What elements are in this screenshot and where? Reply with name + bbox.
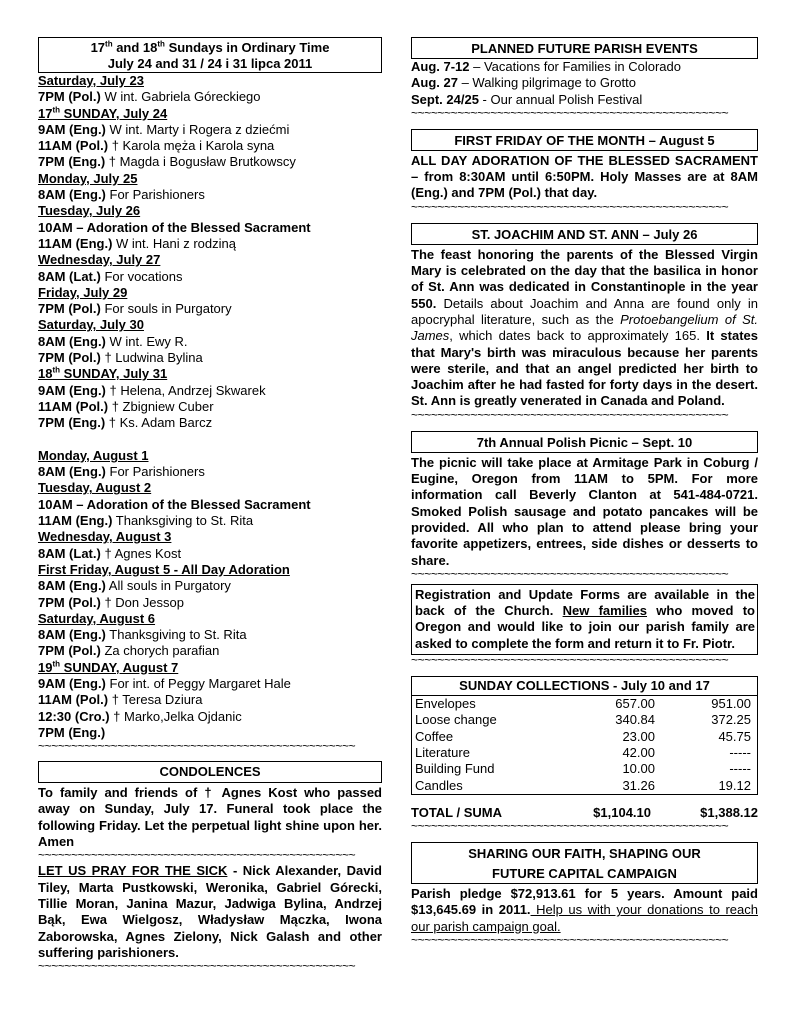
- schedule-day: Monday, July 25: [38, 170, 138, 186]
- event-item: Sept. 24/25 - Our annual Polish Festival: [411, 91, 643, 107]
- schedule-sunday: 18th SUNDAY, July 31: [38, 366, 168, 382]
- schedule-adoration: 10AM – Adoration of the Blessed Sacrament: [38, 496, 311, 512]
- collection-row: Literature 42.00 -----: [415, 744, 751, 760]
- campaign-text: Parish pledge $72,913.61 for 5 years. Amount paid $13,645.69 in 2011. Help us with your donations to reach our parish campaign goal.: [411, 886, 758, 934]
- divider: ~~~~~~~~~~~~~~~~~~~~~~~~~~~~~~~~~~~~~~~~~~~~~~~~: [411, 568, 729, 580]
- collections-table: [412, 696, 757, 794]
- schedule-mass: 11AM (Eng.) W int. Hani z rodziną: [38, 235, 236, 251]
- schedule-day: Saturday, July 23: [38, 73, 144, 88]
- schedule-sunday: 17th SUNDAY, July 24: [38, 105, 168, 121]
- events-list: [411, 59, 758, 108]
- divider: ~~~~~~~~~~~~~~~~~~~~~~~~~~~~~~~~~~~~~~~~~~~~~~~~: [38, 850, 356, 862]
- pray-text: - Nick Alexander, David Tiley, Marta Pustkowski, Weronika, Gabriel Górecki, Tillie Moran, Janina Mazur, Jadwiga Bylina, Andrzej Bąk, Ewa Wielgosz, Władysław Mączka, Iwona Zaborowska, Agnes Zielony, Nick Galash and other suffering parishioners.: [38, 863, 382, 960]
- collection-row: Building Fund 10.00 -----: [415, 761, 751, 777]
- schedule-mass: 9AM (Eng.) † Helena, Andrzej Skwarek: [38, 382, 266, 398]
- divider: ~~~~~~~~~~~~~~~~~~~~~~~~~~~~~~~~~~~~~~~~~~~~~~~~: [411, 821, 729, 833]
- pray-for-sick: [38, 863, 382, 961]
- event-item: Aug. 7-12 – Vacations for Families in Colorado: [411, 59, 681, 74]
- picnic-text: The picnic will take place at Armitage Park in Coburg / Eugine, Oregon from 11AM to 5PM. For more information call Beverly Clanton at 541-484-0721. Smoked Polish sausage and potato pancakes will be provided. All who plan to attend please bring your favorite appetizers, entrees, side dishes or desserts to share.: [411, 454, 758, 568]
- schedule-mass: 11AM (Pol.) † Teresa Dziura: [38, 692, 203, 708]
- schedule-mass: 7PM (Eng.) † Magda i Bogusław Brutkowscy: [38, 154, 296, 170]
- collections-header: SUNDAY COLLECTIONS - July 10 and 17: [412, 677, 757, 696]
- schedule-mass: 8AM (Eng.) All souls in Purgatory: [38, 578, 231, 594]
- divider: ~~~~~~~~~~~~~~~~~~~~~~~~~~~~~~~~~~~~~~~~~~~~~~~~: [411, 655, 729, 667]
- divider: ~~~~~~~~~~~~~~~~~~~~~~~~~~~~~~~~~~~~~~~~~~~~~~~~: [411, 934, 729, 946]
- event-item: Aug. 27 – Walking pilgrimage to Grotto: [411, 75, 636, 91]
- collections-total: TOTAL / SUMA $1,104.10 $1,388.12: [411, 804, 758, 820]
- condolences-text: To family and friends of † Agnes Kost who passed away on Sunday, July 17. Funeral took place the following Friday. Let the perpetual light shine upon her. Amen: [38, 785, 382, 850]
- first-friday-header: FIRST FRIDAY OF THE MONTH – August 5: [411, 129, 758, 151]
- schedule-mass: 7PM (Eng.) † Ks. Adam Barcz: [38, 415, 213, 431]
- schedule-mass: 12:30 (Cro.) † Marko,Jelka Ojdanic: [38, 708, 242, 724]
- schedule-mass: 9AM (Eng.) For int. of Peggy Margaret Hale: [38, 675, 291, 691]
- schedule-mass: 7PM (Pol.) † Ludwina Bylina: [38, 350, 203, 366]
- picnic-header: 7th Annual Polish Picnic – Sept. 10: [411, 431, 758, 453]
- schedule-mass: 7PM (Pol.) † Don Jessop: [38, 594, 184, 610]
- divider: ~~~~~~~~~~~~~~~~~~~~~~~~~~~~~~~~~~~~~~~~~~~~~~~~: [411, 201, 729, 213]
- schedule-mass: 7PM (Pol.) W int. Gabriela Góreckiego: [38, 89, 261, 105]
- schedule-header-line2: July 24 and 31 / 24 i 31 lipca 2011: [107, 56, 313, 71]
- divider: ~~~~~~~~~~~~~~~~~~~~~~~~~~~~~~~~~~~~~~~~~~~~~~~~: [411, 409, 729, 421]
- schedule-mass: 7PM (Pol.) For souls in Purgatory: [38, 301, 232, 317]
- collection-row: Coffee 23.00 45.75: [415, 728, 751, 744]
- first-friday-text: ALL DAY ADORATION OF THE BLESSED SACRAMENT – from 8:30AM until 6:50PM. Holy Masses are at 8AM (Eng.) and 7PM (Pol.) that day.: [411, 152, 758, 201]
- events-header: PLANNED FUTURE PARISH EVENTS: [411, 37, 758, 59]
- mass-schedule: [38, 73, 382, 741]
- campaign-link[interactable]: Help us with your donations to reach our parish campaign goal.: [411, 902, 758, 934]
- schedule-day: Tuesday, August 2: [38, 480, 152, 496]
- collections-box: [411, 676, 758, 795]
- divider: ~~~~~~~~~~~~~~~~~~~~~~~~~~~~~~~~~~~~~~~~~~~~~~~~: [38, 741, 356, 753]
- schedule-header: [38, 37, 382, 73]
- joachim-text: The feast honoring the parents of the Blessed Virgin Mary is celebrated on the day that the basilica in honor of St. Ann was dedicated in Constantinople in the year 550. Details about Joachim and Anna are found only in apocryphal literature, such as the Protoebangelium of St. James, which dates back to approximately 165. It states that Mary's birth was miraculous because her parents were sterile, and that an angel predicted her birth to Joachim after he had fasted for forty days in the desert. St. Ann is greatly venerated in Canada and Poland.: [411, 246, 758, 409]
- schedule-day: Monday, August 1: [38, 447, 149, 463]
- pray-label: LET US PRAY FOR THE SICK: [38, 863, 228, 879]
- schedule-day: First Friday, August 5 - All Day Adoration: [38, 561, 290, 577]
- schedule-mass: 7PM (Eng.): [38, 724, 106, 740]
- schedule-header-line1: 17th and 18th Sundays in Ordinary Time: [90, 39, 330, 55]
- schedule-mass: 7PM (Pol.) Za chorych parafian: [38, 643, 220, 659]
- schedule-mass: 11AM (Pol.) † Zbigniew Cuber: [38, 398, 214, 414]
- joachim-header: ST. JOACHIM AND ST. ANN – July 26: [411, 223, 758, 245]
- schedule-mass: 8AM (Lat.) † Agnes Kost: [38, 545, 182, 561]
- schedule-day: Tuesday, July 26: [38, 203, 141, 219]
- schedule-day: Friday, July 29: [38, 284, 128, 300]
- registration-box: Registration and Update Forms are available in the back of the Church. New families who moved to Oregon and would like to join our parish family are asked to complete the form and return it to Fr. Piotr.: [411, 584, 758, 655]
- collection-row: Envelopes 657.00 951.00: [415, 696, 751, 712]
- schedule-day: Wednesday, August 3: [38, 529, 172, 545]
- schedule-mass: 8AM (Eng.) Thanksgiving to St. Rita: [38, 627, 247, 643]
- schedule-mass: 8AM (Lat.) For vocations: [38, 268, 183, 284]
- schedule-sunday: 19th SUNDAY, August 7: [38, 659, 179, 675]
- divider: ~~~~~~~~~~~~~~~~~~~~~~~~~~~~~~~~~~~~~~~~~~~~~~~~: [38, 961, 356, 973]
- schedule-day: Saturday, August 6: [38, 610, 156, 626]
- schedule-mass: 11AM (Pol.) † Karola męża i Karola syna: [38, 138, 275, 154]
- collection-row: Loose change 340.84 372.25: [415, 712, 751, 728]
- divider: ~~~~~~~~~~~~~~~~~~~~~~~~~~~~~~~~~~~~~~~~~~~~~~~~: [411, 107, 729, 119]
- schedule-mass: 8AM (Eng.) For Parishioners: [38, 464, 205, 480]
- schedule-mass: 11AM (Eng.) Thanksgiving to St. Rita: [38, 513, 254, 529]
- schedule-spacer: [38, 432, 382, 448]
- schedule-mass: 8AM (Eng.) W int. Ewy R.: [38, 333, 188, 349]
- schedule-mass: 8AM (Eng.) For Parishioners: [38, 187, 205, 203]
- schedule-mass: 9AM (Eng.) W int. Marty i Rogera z dziećmi: [38, 121, 290, 137]
- schedule-day: Wednesday, July 27: [38, 252, 161, 268]
- campaign-header: SHARING OUR FAITH, SHAPING OUR FUTURE CAPITAL CAMPAIGN: [411, 842, 758, 884]
- collection-row: Candles 31.26 19.12: [415, 777, 751, 793]
- condolences-header: CONDOLENCES: [38, 761, 382, 783]
- schedule-adoration: 10AM – Adoration of the Blessed Sacrament: [38, 219, 311, 235]
- right-column: [411, 0, 758, 946]
- left-column: [38, 0, 382, 972]
- schedule-day: Saturday, July 30: [38, 317, 144, 333]
